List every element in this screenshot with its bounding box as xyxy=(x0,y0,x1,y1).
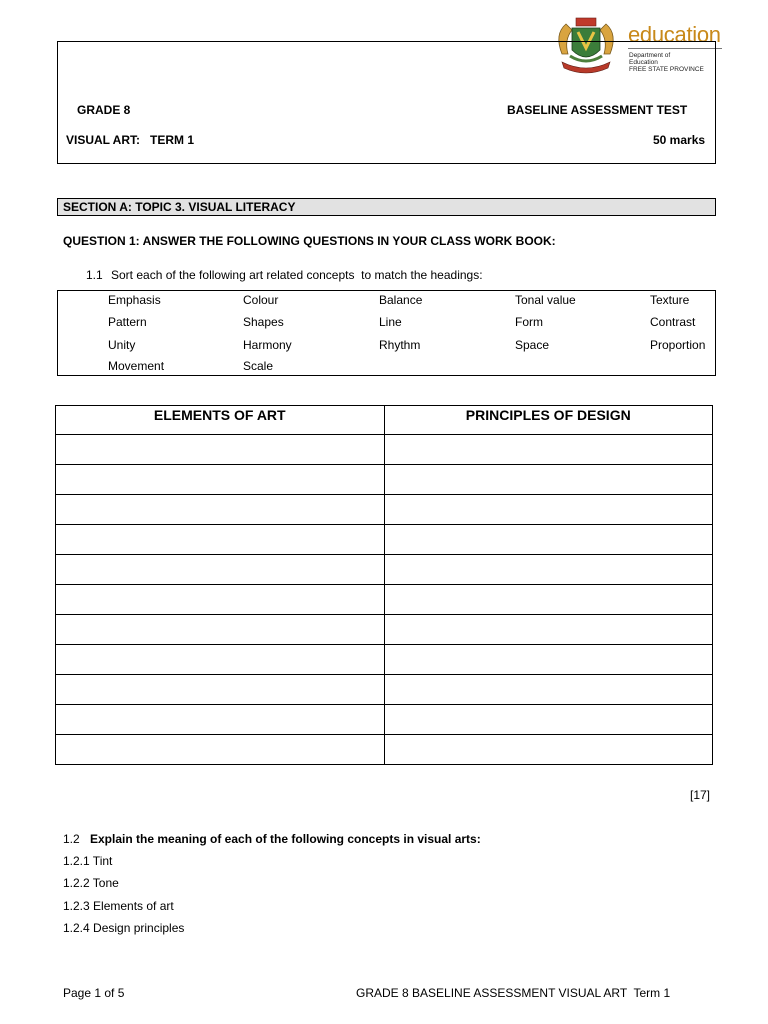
principles-cell xyxy=(384,735,713,765)
table-row xyxy=(56,735,713,765)
q1-2-item: 1.2.1 Tint xyxy=(63,854,113,868)
table-row xyxy=(56,435,713,465)
table-row xyxy=(56,585,713,615)
elements-cell xyxy=(56,435,385,465)
table-header-row xyxy=(56,406,713,435)
principles-cell xyxy=(384,495,713,525)
concept-item: Scale xyxy=(243,359,274,373)
concept-item: Tonal value xyxy=(515,293,576,307)
principles-cell xyxy=(384,555,713,585)
elements-cell xyxy=(56,615,385,645)
concept-item: Movement xyxy=(108,359,165,373)
elements-cell xyxy=(56,675,385,705)
principles-cell xyxy=(384,705,713,735)
principles-cell xyxy=(384,435,713,465)
principles-cell xyxy=(384,585,713,615)
question-1: QUESTION 1: ANSWER THE FOLLOWING QUESTIONS IN YOUR CLASS WORK BOOK: xyxy=(63,234,556,248)
concept-item: Balance xyxy=(379,293,423,307)
concept-item: Shapes xyxy=(243,315,284,329)
concept-item: Colour xyxy=(243,293,279,307)
concept-item: Space xyxy=(515,338,550,352)
table-row xyxy=(56,525,713,555)
subject-term: VISUAL ART: TERM 1 xyxy=(66,133,195,147)
logo-word: education xyxy=(628,22,721,47)
concept-item: Rhythm xyxy=(379,338,421,352)
q1-2-text: Explain the meaning of each of the following concepts in visual arts: xyxy=(90,832,481,846)
total-marks: 50 marks xyxy=(653,133,706,147)
table-row xyxy=(56,675,713,705)
logo-line-2: Education xyxy=(629,59,658,66)
principles-cell xyxy=(384,645,713,675)
section-title: SECTION A: TOPIC 3. VISUAL LITERACY xyxy=(57,198,716,216)
sorting-table xyxy=(55,405,713,765)
concept-item: Texture xyxy=(650,293,690,307)
concept-item: Emphasis xyxy=(108,293,161,307)
principles-cell xyxy=(384,615,713,645)
principles-cell xyxy=(384,525,713,555)
table-row xyxy=(56,705,713,735)
table-row xyxy=(56,495,713,525)
concept-item: Form xyxy=(515,315,543,329)
principles-cell xyxy=(384,675,713,705)
concept-item: Pattern xyxy=(108,315,147,329)
elements-cell xyxy=(56,555,385,585)
q1-2-item: 1.2.2 Tone xyxy=(63,876,119,890)
concept-item: Harmony xyxy=(243,338,292,352)
elements-cell xyxy=(56,495,385,525)
logo-line-3: FREE STATE PROVINCE xyxy=(629,66,704,73)
q1-1-number: 1.1 xyxy=(86,268,103,282)
elements-cell xyxy=(56,585,385,615)
elements-cell xyxy=(56,525,385,555)
elements-cell xyxy=(56,645,385,675)
elements-of-art-header: ELEMENTS OF ART xyxy=(56,406,385,435)
concept-item: Proportion xyxy=(650,338,706,352)
q1-2-item: 1.2.4 Design principles xyxy=(63,921,185,935)
principles-of-design-header: PRINCIPLES OF DESIGN xyxy=(384,406,713,435)
elements-cell xyxy=(56,735,385,765)
table-row xyxy=(56,465,713,495)
elements-cell xyxy=(56,705,385,735)
logo-line-1: Department of xyxy=(629,52,671,59)
table-row xyxy=(56,645,713,675)
concept-item: Contrast xyxy=(650,315,696,329)
test-title: BASELINE ASSESSMENT TEST xyxy=(507,103,688,117)
concept-item: Line xyxy=(379,315,402,329)
marks-17: [17] xyxy=(690,788,711,802)
table-row xyxy=(56,555,713,585)
elements-cell xyxy=(56,465,385,495)
q1-2-item: 1.2.3 Elements of art xyxy=(63,899,174,913)
concepts-box xyxy=(57,290,716,376)
q1-2-number: 1.2 xyxy=(63,832,80,846)
table-row xyxy=(56,615,713,645)
principles-cell xyxy=(384,465,713,495)
grade-label: GRADE 8 xyxy=(77,103,131,117)
page-number: Page 1 of 5 xyxy=(63,986,125,1000)
footer-title: GRADE 8 BASELINE ASSESSMENT VISUAL ART Term 1 xyxy=(356,986,671,1000)
q1-1-text: Sort each of the following art related concepts to match the headings: xyxy=(111,268,483,282)
concept-item: Unity xyxy=(108,338,136,352)
